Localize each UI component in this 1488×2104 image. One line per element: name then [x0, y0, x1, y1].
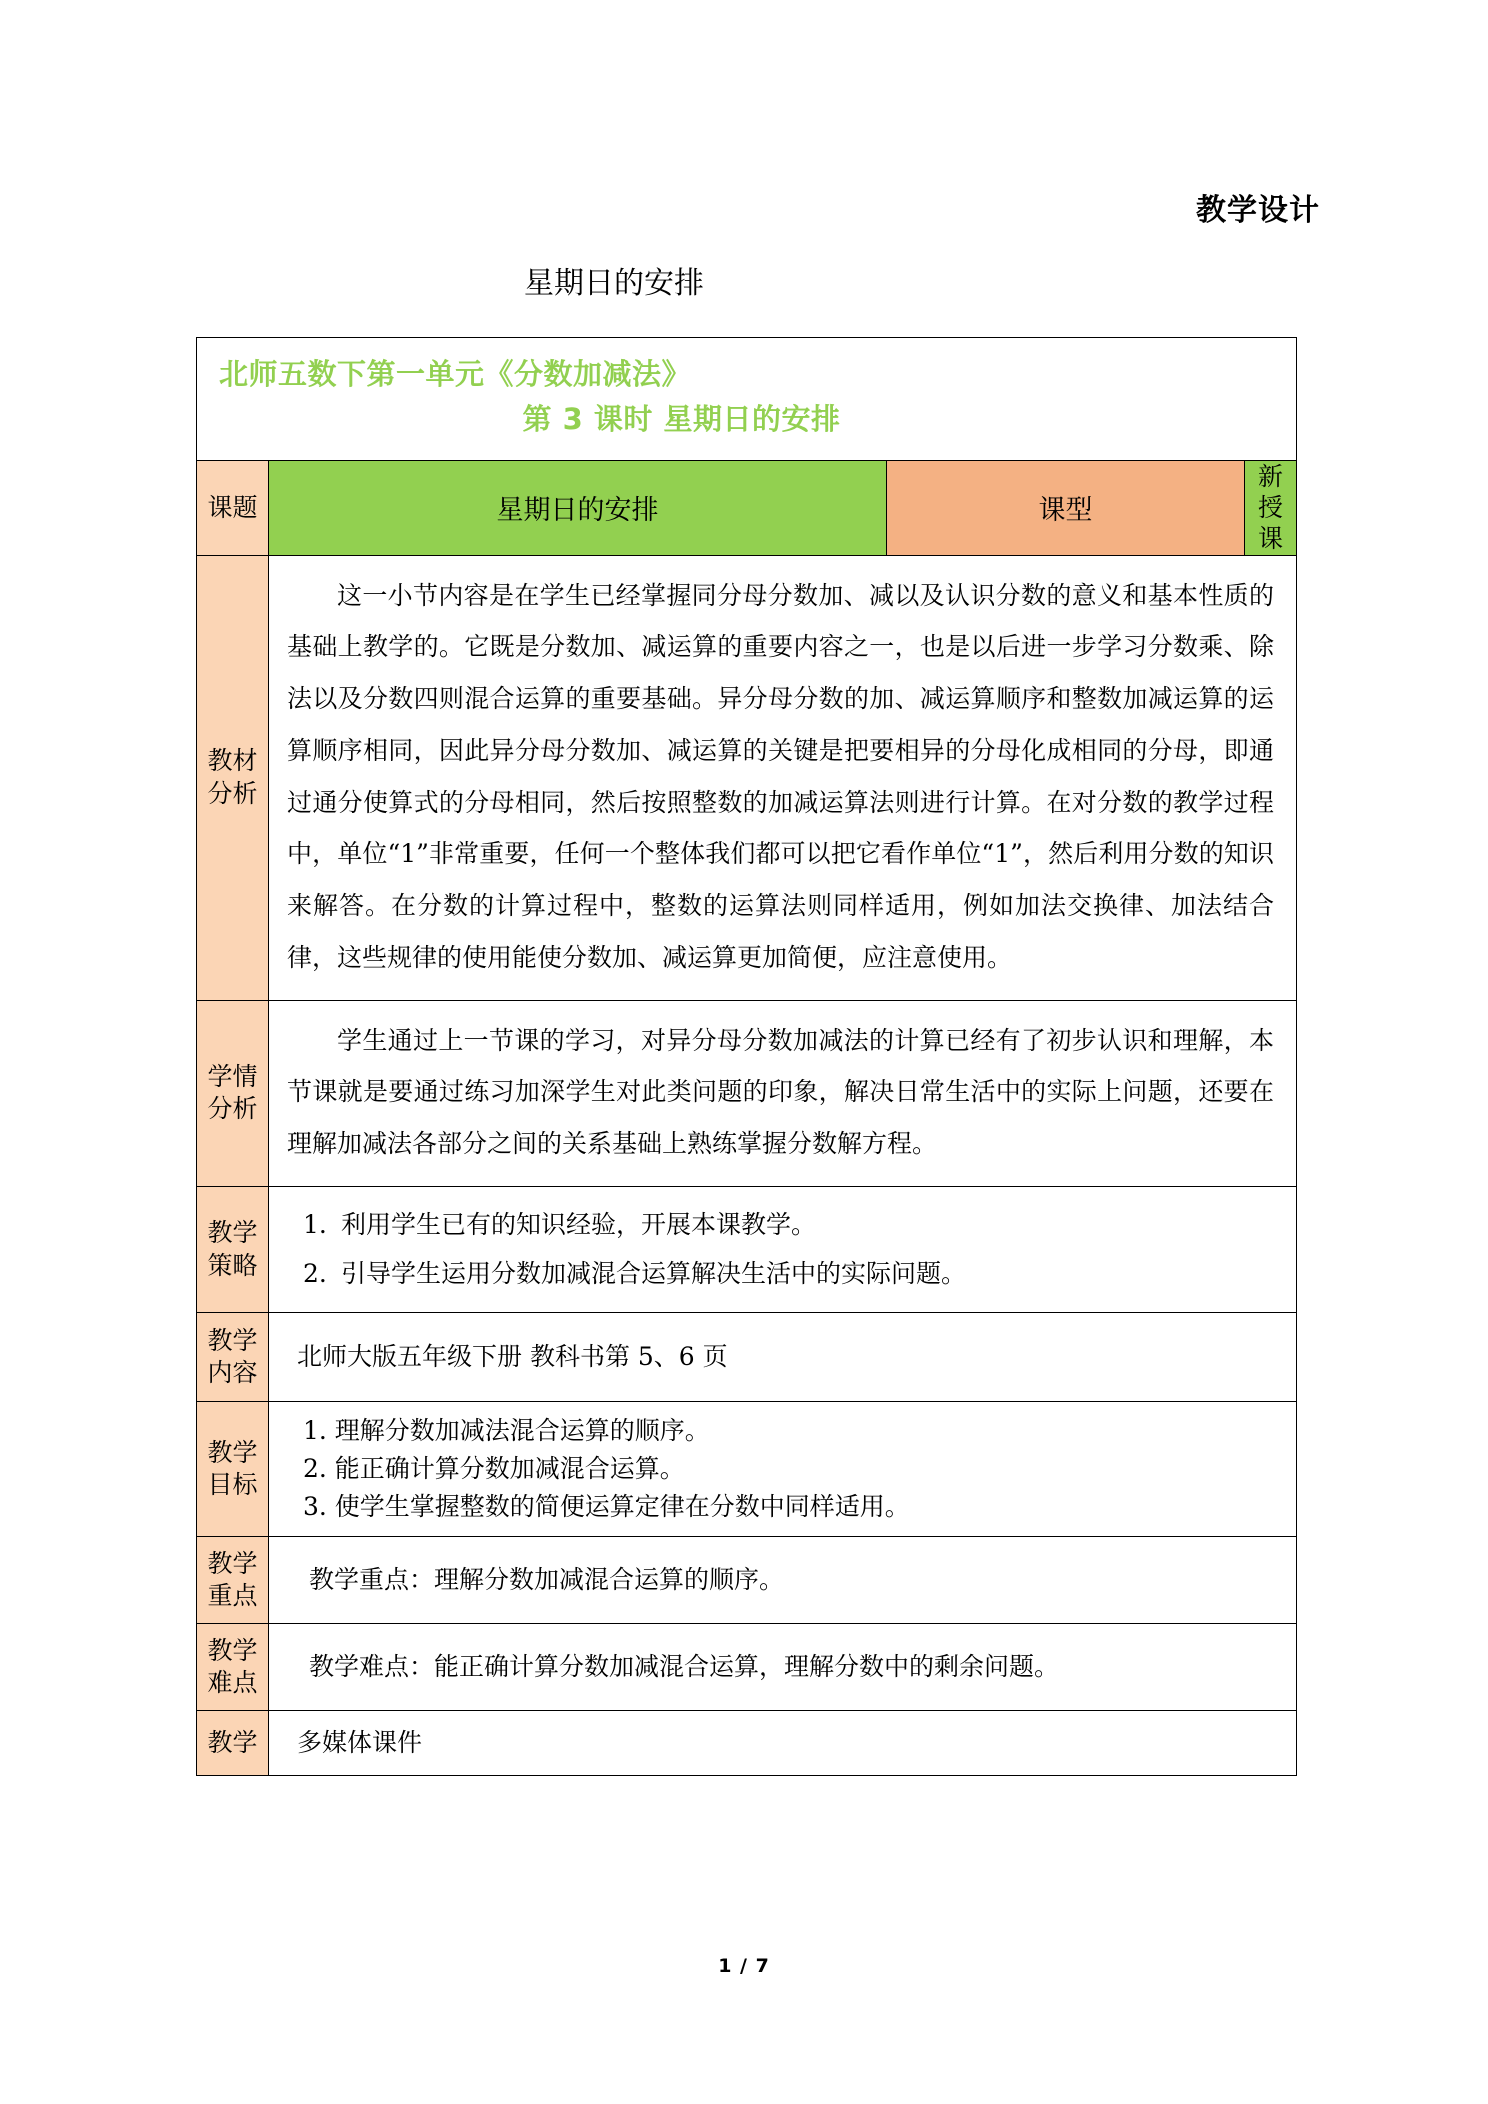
goals-label-line-2: 目标: [207, 1470, 258, 1500]
difficulty-label-line-1: 教学: [207, 1635, 258, 1665]
difficulty-body: 教学难点：能正确计算分数加减混合运算，理解分数中的剩余问题。: [269, 1624, 1297, 1711]
key-point-body: 教学重点：理解分数加减混合运算的顺序。: [269, 1537, 1297, 1624]
material-analysis-label-line-1: 教材: [207, 746, 258, 776]
student-analysis-label-line-2: 分析: [207, 1094, 258, 1124]
content-label-line-2: 内容: [207, 1358, 258, 1388]
material-analysis-label-line-2: 分析: [207, 778, 258, 808]
strategy-label: [197, 1186, 269, 1313]
strategy-body: [269, 1186, 1297, 1313]
goals-label: [197, 1402, 269, 1537]
topic-label: 课题: [197, 460, 269, 555]
media-label: [197, 1711, 269, 1776]
difficulty-label: [197, 1624, 269, 1711]
key-point-row: [197, 1537, 1297, 1624]
banner-line-unit: 北师五数下第一单元《分数加减法》: [219, 357, 692, 391]
key-point-label-line-2: 重点: [207, 1581, 258, 1611]
content-row: [197, 1313, 1297, 1402]
banner-line-lesson: 第 3 课时 星期日的安排: [522, 401, 841, 436]
content-label: [197, 1313, 269, 1402]
content-body: 北师大版五年级下册 教科书第 5、6 页: [269, 1313, 1297, 1402]
key-point-label: [197, 1537, 269, 1624]
course-type-label: 课型: [887, 460, 1245, 555]
goal-item: 1. 理解分数加减法混合运算的顺序。: [303, 1416, 710, 1446]
media-body: 多媒体课件: [269, 1711, 1297, 1776]
strategy-item-text: 引导学生运用分数加减混合运算解决生活中的实际问题。: [341, 1258, 967, 1288]
student-analysis-label-line-1: 学情: [207, 1061, 258, 1091]
banner-row: [197, 338, 1297, 461]
student-analysis-paragraph: 学生通过上一节课的学习，对异分母分数加减法的计算已经有了初步认识和理解，本节课就是要通过练习加深学生对此类问题的印象，解决日常生活中的实际上问题，还要在理解加减法各部分之间的关系基础上熟练掌握分数解方程。: [287, 1025, 1275, 1159]
topic-value: 星期日的安排: [269, 460, 887, 555]
strategy-item: [303, 1250, 1276, 1299]
strategy-label-line-1: 教学: [207, 1218, 258, 1248]
strategy-item-number: 1.: [303, 1209, 327, 1239]
student-analysis-row: [197, 1000, 1297, 1186]
strategy-label-line-2: 策略: [207, 1250, 258, 1280]
topic-row: [197, 460, 1297, 555]
page-number-footer: 1 / 7: [718, 1955, 770, 1977]
difficulty-row: [197, 1624, 1297, 1711]
content-label-line-1: 教学: [207, 1325, 258, 1355]
lesson-plan-table-wrapper: [196, 337, 1296, 1776]
goals-label-line-1: 教学: [207, 1437, 258, 1467]
material-analysis-row: [197, 555, 1297, 1000]
media-row: [197, 1711, 1297, 1776]
strategy-item-text: 利用学生已有的知识经验，开展本课教学。: [341, 1209, 817, 1239]
banner-cell: [197, 338, 1297, 461]
course-type-char-1: 新: [1258, 461, 1284, 491]
course-type-value: [1245, 460, 1297, 555]
document-type-heading: 教学设计: [1196, 193, 1320, 228]
material-analysis-label: [197, 555, 269, 1000]
goals-body: [269, 1402, 1297, 1537]
course-type-char-3: 课: [1258, 524, 1284, 554]
strategy-row: [197, 1186, 1297, 1313]
key-point-label-line-1: 教学: [207, 1548, 258, 1578]
lesson-plan-table: [196, 337, 1297, 1776]
goals-row: [197, 1402, 1297, 1537]
material-analysis-paragraph: 这一小节内容是在学生已经掌握同分母分数加、减以及认识分数的意义和基本性质的基础上教学的。它既是分数加、减运算的重要内容之一，也是以后进一步学习分数乘、除法以及分数四则混合运算的重要基础。异分母分数的加、减运算顺序和整数加减运算的运算顺序相同，因此异分母分数加、减运算的关键是把要相异的分母化成相同的分母，即通过通分使算式的分母相同，然后按照整数的加减运算法则进行计算。在对分数的教学过程中，单位“1”非常重要，任何一个整体我们都可以把它看作单位“1”，然后利用分数的知识来解答。在分数的计算过程中，整数的运算法则同样适用，例如加法交换律、加法结合律，这些规律的使用能使分数加、减运算更加简便，应注意使用。: [287, 580, 1275, 972]
lesson-title-heading: 星期日的安排: [524, 266, 704, 301]
goal-item: 2. 能正确计算分数加减混合运算。: [303, 1454, 685, 1484]
media-label-line-1: 教学: [207, 1728, 258, 1758]
student-analysis-body: [269, 1000, 1297, 1186]
strategy-item: [303, 1201, 1276, 1250]
student-analysis-label: [197, 1000, 269, 1186]
difficulty-label-line-2: 难点: [207, 1668, 258, 1698]
goal-item: 3. 使学生掌握整数的简便运算定律在分数中同样适用。: [303, 1492, 910, 1522]
material-analysis-body: [269, 555, 1297, 1000]
course-type-char-2: 授: [1258, 493, 1284, 523]
strategy-item-number: 2.: [303, 1258, 327, 1288]
